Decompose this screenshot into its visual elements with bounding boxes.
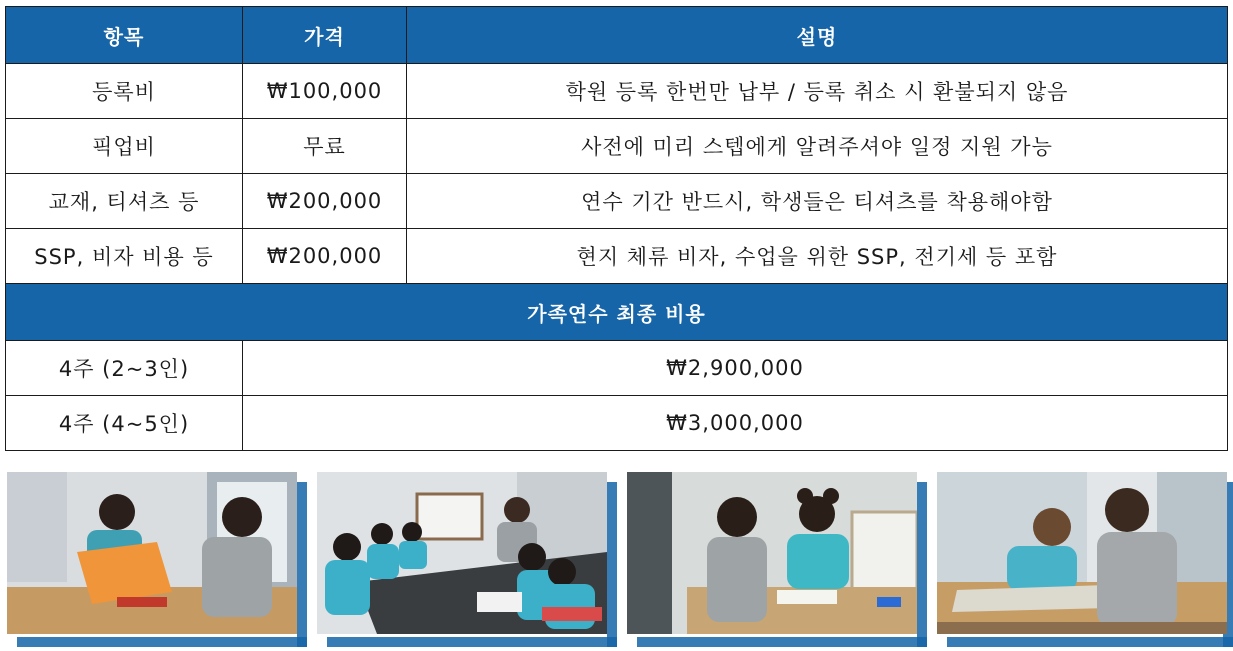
table-row	[6, 396, 1228, 451]
photo-accent-bar	[637, 637, 927, 647]
item-cell: 픽업비	[6, 119, 243, 174]
photo-accent-bar	[917, 482, 927, 647]
desk-tutoring-photo	[937, 472, 1227, 634]
plan-label-cell: 4주 (4~5인)	[6, 396, 243, 451]
plan-price-cell: ₩2,900,000	[243, 341, 1228, 396]
price-cell: ₩100,000	[243, 64, 407, 119]
final-cost-title: 가족연수 최종 비용	[6, 284, 1228, 341]
price-cell: ₩200,000	[243, 229, 407, 284]
header-row	[6, 7, 1228, 64]
photo-accent-bar	[327, 637, 617, 647]
item-cell: 등록비	[6, 64, 243, 119]
table-row	[6, 341, 1228, 396]
description-cell: 사전에 미리 스텝에게 알려주셔야 일정 지원 가능	[407, 119, 1228, 174]
plan-price-cell: ₩3,000,000	[243, 396, 1228, 451]
group-class-photo	[317, 472, 607, 634]
description-cell: 연수 기간 반드시, 학생들은 티셔츠를 착용해야함	[407, 174, 1228, 229]
photo-accent-bar	[947, 637, 1233, 647]
one-on-one-lesson-photo	[627, 472, 917, 634]
fee-table	[5, 6, 1228, 451]
header-item: 항목	[6, 7, 243, 64]
header-description: 설명	[407, 7, 1228, 64]
table-row	[6, 229, 1228, 284]
tutor-with-student-reading-photo	[7, 472, 297, 634]
header-price: 가격	[243, 7, 407, 64]
photo-strip	[7, 472, 1233, 651]
price-cell: ₩200,000	[243, 174, 407, 229]
section-header-row	[6, 284, 1228, 341]
table-row	[6, 64, 1228, 119]
photo-accent-bar	[607, 482, 617, 647]
table-row	[6, 174, 1228, 229]
description-cell: 현지 체류 비자, 수업을 위한 SSP, 전기세 등 포함	[407, 229, 1228, 284]
photo-accent-bar	[297, 482, 307, 647]
photo-accent-bar	[17, 637, 307, 647]
table-row	[6, 119, 1228, 174]
price-cell: 무료	[243, 119, 407, 174]
description-cell: 학원 등록 한번만 납부 / 등록 취소 시 환불되지 않음	[407, 64, 1228, 119]
item-cell: SSP, 비자 비용 등	[6, 229, 243, 284]
item-cell: 교재, 티셔츠 등	[6, 174, 243, 229]
plan-label-cell: 4주 (2~3인)	[6, 341, 243, 396]
